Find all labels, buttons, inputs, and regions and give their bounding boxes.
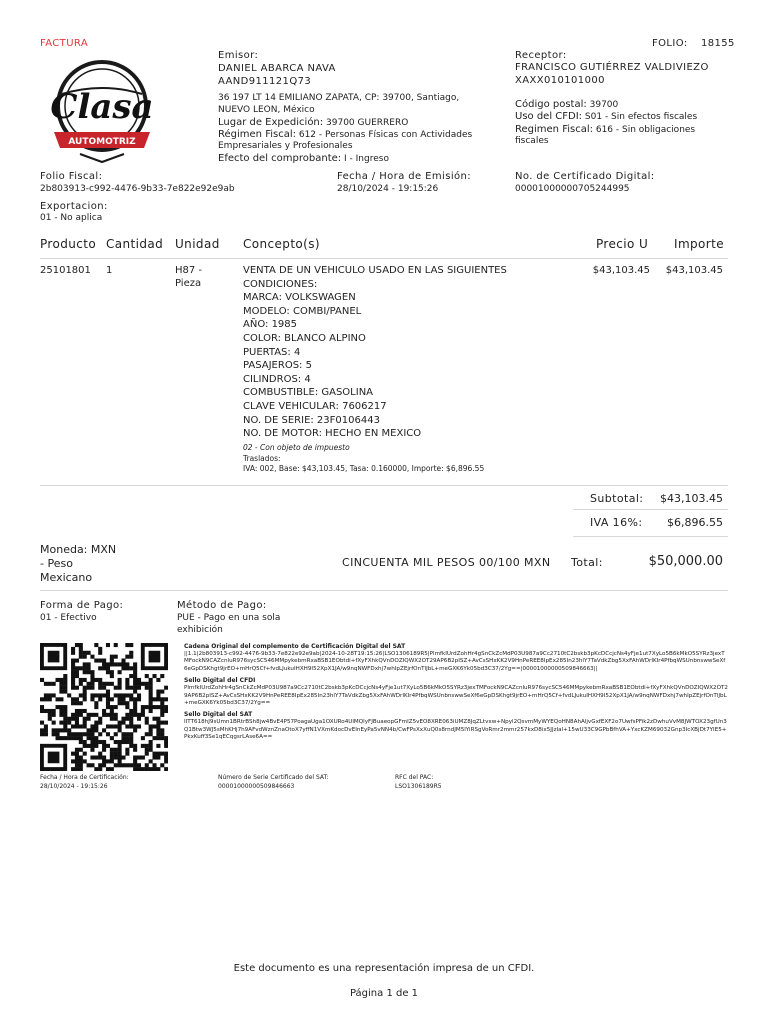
- rfc-pac-label: RFC del PAC:: [395, 774, 434, 781]
- fecha-emision-value: 28/10/2024 - 19:15:26: [337, 184, 439, 194]
- table-bottom-divider: [40, 485, 728, 486]
- moneda-line-3: Mexicano: [40, 571, 93, 584]
- concepto-line: AÑO: 1985: [243, 319, 298, 331]
- concepto-line: CONDICIONES:: [243, 278, 318, 290]
- metodo-pago-label: Método de Pago:: [177, 600, 267, 611]
- col-importe: Importe: [674, 237, 725, 251]
- row-importe: $43,103.45: [665, 265, 723, 276]
- receptor-regimen-label: Regimen Fiscal:: [515, 124, 593, 135]
- concepto-line: COLOR: BLANCO ALPINO: [243, 332, 366, 344]
- receptor-cp-value: 39700: [589, 100, 619, 110]
- objeto-impuesto: 02 - Con objeto de impuesto: [243, 442, 350, 452]
- receptor-uso: [515, 110, 697, 123]
- receptor-cp-label: Código postal:: [515, 99, 587, 110]
- concepto-line: PASAJEROS: 5: [243, 360, 312, 372]
- qr-code: [40, 643, 168, 771]
- concepto-line: COMBUSTIBLE: GASOLINA: [243, 387, 374, 399]
- page-number: Página 1 de 1: [349, 988, 419, 999]
- row-cantidad: 1: [106, 265, 113, 276]
- concepto-line: VENTA DE UN VEHICULO USADO EN LAS SIGUIENTES: [243, 265, 507, 276]
- concepto-line: MODELO: COMBI/PANEL: [243, 305, 362, 317]
- totals-divider: [40, 590, 728, 591]
- folio-value: 18155: [701, 38, 735, 49]
- folio-fiscal-label: Folio Fiscal:: [40, 171, 103, 182]
- emisor-efecto-label: Efecto del comprobante:: [218, 153, 342, 164]
- subtotal-value: $43,103.45: [660, 492, 723, 505]
- exportacion-label: Exportacion:: [40, 201, 108, 212]
- fecha-emision-label: Fecha / Hora de Emisión:: [337, 171, 472, 182]
- emisor-address-1: 36 197 LT 14 EMILIANO ZAPATA, CP: 39700, Santiago,: [218, 93, 460, 103]
- logo-sub-text: AUTOMOTRIZ: [68, 137, 136, 147]
- company-logo: [40, 54, 164, 166]
- forma-pago-value: 01 - Efectivo: [40, 613, 97, 623]
- receptor-regimen-value-2: fiscales: [515, 136, 549, 146]
- metodo-pago-value-2: exhibición: [177, 625, 223, 635]
- total-label: Total:: [571, 556, 603, 569]
- emisor-efecto: [218, 152, 389, 165]
- logo-brand-text: Clasa: [50, 87, 154, 127]
- col-producto: Producto: [40, 237, 97, 251]
- emisor-lugar-label: Lugar de Expedición:: [218, 117, 324, 128]
- emisor-regimen-label: Régimen Fiscal:: [218, 129, 296, 140]
- receptor-label: Receptor:: [515, 50, 567, 61]
- moneda-line-1: Moneda: MXN: [40, 543, 117, 556]
- cert-fecha-value: 28/10/2024 - 19:15:26: [40, 783, 108, 790]
- col-cantidad: Cantidad: [106, 237, 164, 251]
- col-unidad: Unidad: [175, 237, 220, 251]
- receptor-regimen-value-1: 616 - Sin obligaciones: [595, 125, 696, 135]
- serie-sat-label: Número de Serie Certificado del SAT:: [218, 774, 329, 781]
- emisor-regimen-value-1: 612 - Personas Físicas con Actividades: [298, 130, 473, 140]
- rfc-pac-value: LSO1306189R5: [395, 783, 442, 790]
- iva-value: $6,896.55: [667, 516, 723, 529]
- folio-fiscal-value: 2b803913-c992-4476-9b33-7e822e92e9ab: [40, 184, 235, 194]
- emisor-lugar-value: 39700 GUERRERO: [326, 118, 409, 128]
- emisor-address-2: NUEVO LEON, México: [218, 105, 315, 115]
- emisor-rfc: AAND911121Q73: [218, 76, 312, 87]
- subtotal-divider: [573, 509, 728, 510]
- emisor-name: DANIEL ABARCA NAVA: [218, 63, 336, 74]
- total-value: $50,000.00: [648, 554, 723, 569]
- table-header-divider: [40, 258, 728, 259]
- metodo-pago-value-1: PUE - Pago en una sola: [177, 613, 281, 623]
- sat-block: [184, 643, 728, 742]
- receptor-rfc: XAXX010101000: [515, 75, 605, 86]
- sello-cfdi-value: PlmfkIUrdZohHr4gSnCkZcMdP03U987a9Cc2710tC2bskb3pKcDCcjcNs4yFje1ut7XyLo5B6kMkO5SYRz3jexTMFockN9CAZcnluR976sycSC546MMpykebmRxaBSB1EObtdi+fXyFXhkQVnDOZIQWX2OT29AP6B2pISZ+AvCsSHxKK2V9HnPeREE8IpEx285In23hlY7TaVdkZbg5XxFAhWDrIKIr4PfbqWSUnbnswwSeXf6eGpDSKhgt9jrEO+mHrQ5Cf+fvdLJukuIHXH9I52XpX1JA/w9nqNWFDxhj7whIpZEjrfOnTlJbL+meGXK6Yk05bd3C37/2Yg==: [184, 685, 728, 707]
- row-unidad-1: H87 -: [175, 265, 203, 276]
- certificado-label: No. de Certificado Digital:: [515, 171, 655, 182]
- row-producto: 25101801: [40, 265, 91, 276]
- receptor-name: FRANCISCO GUTIÉRREZ VALDIVIEZO: [515, 62, 709, 73]
- concepto-line: CLAVE VEHICULAR: 7606217: [243, 400, 387, 412]
- iva-label: IVA 16%:: [590, 516, 643, 529]
- moneda: [40, 543, 116, 585]
- certificado-value: 00001000000705244995: [515, 184, 630, 194]
- row-precio: $43,103.45: [592, 265, 650, 276]
- concepto-line: CILINDROS: 4: [243, 373, 311, 385]
- concepto-line: NO. DE SERIE: 23F0106443: [243, 414, 380, 426]
- row-unidad-2: Pieza: [175, 278, 202, 289]
- serie-sat-value: 00001000000509846663: [218, 783, 295, 790]
- cadena-value: ||1.1|2b803913-c992-4476-9b33-7e822e92e9ab|2024-10-28T19:15:26|LSO1306189R5|PlmfkIUrdZohHr4gSnCkZcMdP03U987a9Cc2710tC2bskb3pKcDCcjcNs4yFje1ut7XyLo5B6kMkO5SYRz3jexTMFockN9CAZcnluR976sycSC546MMpykebmRxaBSB1EObtdi+fXyFXhkQVnDOZIQWX2OT29AP6B2pISZ+AvCsSHxKK2V9HnPeREE8IpEx285In23hlY7TaVdkZbg5XxFAhWDrIKIr4PfbqWSUnbnswwSeXf6eGpDSKhgt9jrEO+mHrQ5Cf+fvdLJukuIHXH9I52XpX1JA/w9nqNWFDxhj7whIpZEjrfOnTlJbL+meGXK6Yk05bd3C37/2Yg==|00001000000509846663||: [184, 651, 726, 672]
- traslados-label: Traslados:: [243, 453, 281, 463]
- forma-pago-label: Forma de Pago:: [40, 600, 124, 611]
- concepto-line: PUERTAS: 4: [243, 346, 301, 358]
- cadena-label: Cadena Original del complemento de Certificación Digital del SAT: [184, 643, 406, 650]
- concepto-line: NO. DE MOTOR: HECHO EN MEXICO: [243, 428, 422, 440]
- traslados-value: IVA: 002, Base: $43,103.45, Tasa: 0.160000, Importe: $6,896.55: [243, 463, 485, 473]
- sello-cfdi-label: Sello Digital del CFDI: [184, 677, 256, 685]
- concepto-line: MARCA: VOLKSWAGEN: [243, 292, 356, 304]
- col-precio: Precio U: [596, 237, 649, 251]
- subtotal-label: Subtotal:: [590, 492, 644, 505]
- iva-divider: [573, 536, 728, 537]
- receptor-uso-label: Uso del CFDI:: [515, 111, 583, 122]
- moneda-line-2: - Peso: [40, 557, 73, 570]
- document-type: FACTURA: [40, 38, 89, 49]
- sello-sat-label: Sello Digital del SAT: [184, 711, 253, 719]
- sello-sat-value: IITT618hJ9sUmn1BRtrBSh8jw4BvE4P57PoagaUga1OXURo4UlMQlyFJBuaeopGFmIZ5vEO8XRE063iUMZ8JqZLtvxw+Npyl2QsvmMyWYEQoHN8AhAljvGxfEXF2o7UwfsPFik2zDwhuVvM8JWTOX23gfUn3Q1Btw3WJ5sMhKHj7h9AFvdWznZnaOtoX7yffN1VXmKdocDvEInEyPa5vNN4b/CwFPsXxXuQ0s8rndJM5lYiRSgVoRmr2mmr257kxD8ix5JJzIal+15wU33C9GPbBfhVA+YxcKZM69032Gnp3IcXBjDt7YIE5+PkxKuff3Se1qECqgsrLAse6A==: [184, 719, 727, 741]
- total-en-letra: CINCUENTA MIL PESOS 00/100 MXN: [342, 556, 551, 569]
- emisor-regimen-value-2: Empresariales y Profesionales: [218, 141, 353, 151]
- cert-fecha-label: Fecha / Hora de Certificación:: [40, 774, 129, 781]
- folio-label: FOLIO:: [652, 38, 688, 49]
- footer-note: Este documento es una representación impresa de un CFDI.: [233, 963, 535, 974]
- col-concepto: Concepto(s): [243, 237, 320, 251]
- emisor-efecto-value: I - Ingreso: [344, 154, 389, 164]
- receptor-uso-value: S01 - Sin efectos fiscales: [584, 112, 698, 122]
- emisor-label: Emisor:: [218, 50, 259, 61]
- exportacion-value: 01 - No aplica: [40, 213, 103, 223]
- row-concepto: [243, 264, 588, 474]
